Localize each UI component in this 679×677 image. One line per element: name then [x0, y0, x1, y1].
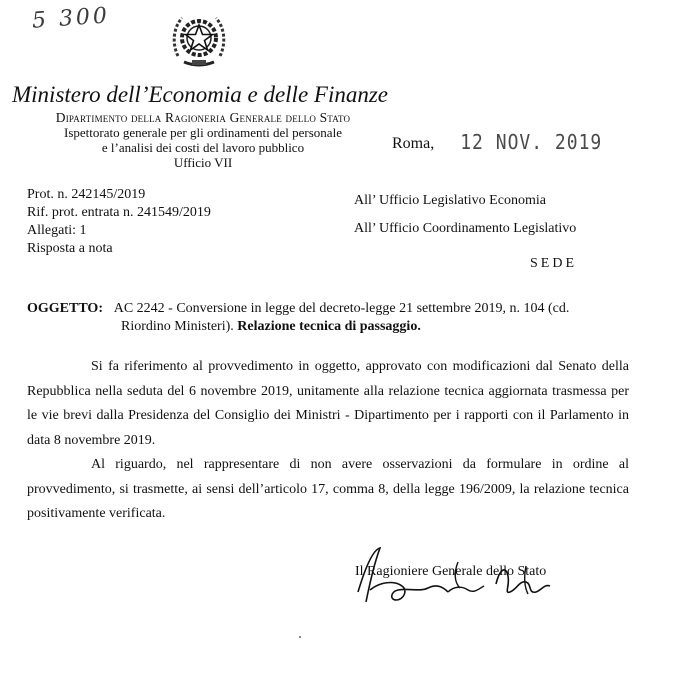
protocol-number: Prot. n. 242145/2019: [27, 187, 146, 202]
office-name: Ufficio VII: [173, 155, 233, 170]
subject-text-line-1: AC 2242 - Conversione in legge del decreto-legge 21 settembre 2019, n. 104 (cd.: [113, 301, 570, 316]
protocol-references: [27, 186, 211, 258]
subject-block: [27, 300, 642, 336]
inspectorate-line-2: e l’analisi dei costi del lavoro pubblico: [101, 140, 305, 155]
signature-title: Il Ragioniere Generale dello Stato: [355, 564, 547, 579]
subject-text-line-2: Riordino Ministeri).: [121, 319, 234, 334]
attachments-count: Allegati: 1: [27, 223, 87, 238]
handwritten-protocol-number: 5 300: [31, 3, 111, 34]
body-paragraph-1: Si fa riferimento al provvedimento in oggetto, approvato con modificazioni dal Senato della Repubblica nella seduta del 6 novembre 2019, unitamente alla relazione tecnica aggiornata trasmessa per le vie brevi dalla Presidenza del Consiglio dei Ministri - Dipartimento per i rapporti con il Parlamento in data 8 novembre 2019.: [27, 359, 629, 448]
reply-to-note: Risposta a nota: [27, 241, 113, 256]
place-date: [392, 132, 602, 153]
subject-line-1: [27, 300, 642, 318]
body-paragraph-2: Al riguardo, nel rappresentare di non avere osservazioni da formulare in ordine al provvedimento, si trasmette, ai sensi dell’articolo 17, comma 8, della legge 196/2009, la relazione tecnica positivamente verificata.: [27, 457, 629, 521]
incoming-reference: Rif. prot. entrata n. 241549/2019: [27, 205, 211, 220]
addressee-2: All’ Ufficio Coordinamento Legislativo: [354, 221, 577, 236]
stamped-date: 12 NOV. 2019: [460, 130, 603, 155]
letter-body: [27, 355, 629, 527]
department-block: [18, 110, 388, 170]
addressees: [354, 187, 576, 243]
handwritten-signature: [350, 542, 570, 612]
subject-label: OGGETTO:: [27, 301, 103, 316]
subject-line-2: [27, 318, 642, 336]
department-name: Dipartimento della Ragioneria Generale dello Stato: [55, 110, 351, 125]
subject-bold-text: Relazione tecnica di passaggio.: [237, 319, 421, 334]
scan-speck: [299, 636, 301, 638]
addressee-1: All’ Ufficio Legislativo Economia: [354, 193, 546, 208]
inspectorate-line-1: Ispettorato generale per gli ordinamenti del personale: [64, 125, 342, 140]
italian-republic-emblem-icon: [170, 6, 228, 70]
ministry-title: Ministero dell’Economia e delle Finanze: [12, 82, 388, 107]
place-city: Roma,: [392, 135, 435, 152]
sede-label: SEDE: [530, 256, 577, 271]
